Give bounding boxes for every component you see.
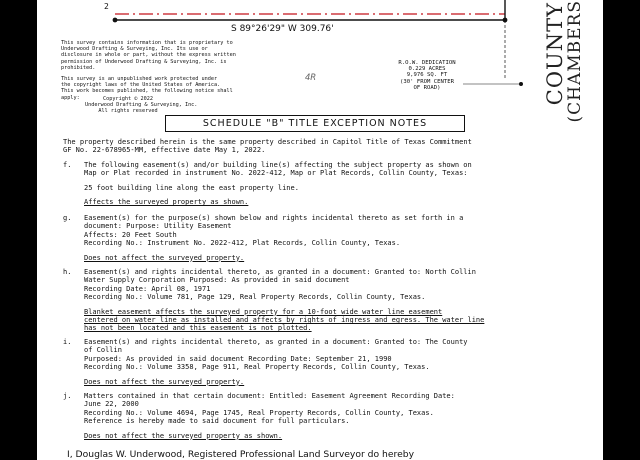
copyright-line: Underwood Drafting & Surveying, Inc. xyxy=(85,102,198,109)
corner-label: 2 xyxy=(104,2,109,11)
note-line: disclosure in whole or part, without the express written xyxy=(61,52,236,59)
copyright-block xyxy=(85,96,198,115)
item-letter-h: h. xyxy=(63,268,72,276)
item-line: Easement(s) and rights incidental thereto, as granted in a document: Granted to: North Collin xyxy=(84,268,476,276)
item-letter-j: j. xyxy=(63,392,72,400)
item-status: Affects the surveyed property as shown. xyxy=(84,198,249,207)
note-line: This work becomes published, the following notice shall xyxy=(61,88,233,95)
item-line: document: Purpose: Utility Easement xyxy=(84,222,232,231)
row-line-3: 9,976 SQ. FT xyxy=(406,72,448,79)
row-dedication-label xyxy=(385,60,469,91)
item-line: Recording Date: April 08, 1971 xyxy=(84,284,211,293)
row-line-4: (30' FROM CENTER xyxy=(400,78,454,85)
row-line-5: OF ROAD) xyxy=(413,84,441,91)
item-status: has not been located and this easement is not plotted. xyxy=(84,324,312,333)
item-line: The following easement(s) and/or building line(s) affecting the subject property as shown on xyxy=(84,161,472,169)
intro-line: The property described herein is the same property described in Capitol Title of Texas Commitment xyxy=(63,138,472,146)
exception-item-g xyxy=(84,214,463,262)
item-line: Matters contained in that certain document: Entitled: Easement Agreement Recording Date: xyxy=(84,392,455,400)
note-line: the copyright laws of the United States of America. xyxy=(61,82,221,89)
note-line: permission of Underwood Drafting & Surveying, Inc. is xyxy=(61,58,227,65)
item-line: Recording No.: Volume 4694, Page 1745, Real Property Records, Collin County, Texas. xyxy=(84,408,434,417)
item-letter-f: f. xyxy=(63,161,72,169)
county-label: COUNTY xyxy=(543,2,567,106)
note-line: This survey contains information that is proprietary to xyxy=(61,40,233,46)
row-line-2: 0.229 ACRES xyxy=(408,66,446,73)
chambers-label: (CHAMBERS xyxy=(565,0,585,123)
schedule-heading: SCHEDULE "B" TITLE EXCEPTION NOTES xyxy=(202,118,428,129)
intro-line: GF No. 22-678965-MM, effective date May 1, 2022. xyxy=(63,146,266,155)
note-line: Underwood Drafting & Surveying, Inc. Its use or xyxy=(61,46,208,53)
intro-paragraph xyxy=(63,138,472,155)
row-line-1: R.O.W. DEDICATION xyxy=(398,60,456,66)
exception-item-i xyxy=(84,338,468,386)
item-line: Purposed: As provided in said document Recording Date: September 21, 1990 xyxy=(84,354,392,363)
item-status: Does not affect the surveyed property. xyxy=(84,377,245,386)
item-line: Water Supply Corporation Purposed: As provided in said document xyxy=(84,276,350,285)
item-line: Reference is hereby made to said document for full particulars. xyxy=(84,417,350,426)
item-line: 25 foot building line along the east property line. xyxy=(84,183,299,192)
survey-sheet xyxy=(37,0,603,460)
bearing-distance-label: S 89°26'29" W 309.76' xyxy=(231,24,334,34)
corner-monument-right xyxy=(503,18,508,23)
item-status: Does not affect the surveyed property. xyxy=(84,253,245,262)
proprietary-notes xyxy=(61,40,236,101)
scribble-mark: 4R xyxy=(305,73,316,83)
item-line: Affects: 20 Feet South xyxy=(84,230,177,239)
exception-item-j xyxy=(84,392,455,440)
item-status: Blanket easement affects the surveyed property for a 10-foot wide water line easement xyxy=(84,307,443,316)
note-line: apply: xyxy=(61,94,80,101)
exception-item-f xyxy=(84,161,472,207)
item-line: of Collin xyxy=(84,346,122,355)
right-border xyxy=(606,0,640,460)
surveyor-certification: I, Douglas W. Underwood, Registered Professional Land Surveyor do hereby xyxy=(67,449,415,460)
corner-monument-left xyxy=(113,18,118,23)
item-line: Recording No.: Instrument No. 2022-412, Plat Records, Collin County, Texas. xyxy=(84,239,401,248)
item-line: Easement(s) for the purpose(s) shown below and rights incidental thereto as set forth in a xyxy=(84,214,464,222)
item-line: Recording No.: Volume 781, Page 129, Real Property Records, Collin County, Texas. xyxy=(84,293,426,302)
item-status: Does not affect the surveyed property as shown. xyxy=(84,431,283,440)
item-line: Recording No.: Volume 3358, Page 911, Real Property Records, Collin County, Texas. xyxy=(84,363,430,372)
item-letter-g: g. xyxy=(63,214,72,222)
item-line: Map or Plat recorded in instrument No. 2022-412, Map or Plat Records, Collin County, Texas: xyxy=(84,169,468,178)
exception-item-h xyxy=(84,268,484,333)
item-status: centered on water line as installed and affects by rights of ingress and egress. The water line xyxy=(84,316,485,325)
note-line: This survey is an unpublished work protected under xyxy=(61,76,218,83)
schedule-heading-box xyxy=(165,115,465,132)
item-letter-i: i. xyxy=(63,338,72,346)
row-leader-dot xyxy=(519,82,523,86)
item-line: Easement(s) and rights incidental thereto, as granted in a document: Granted to: The County xyxy=(84,338,468,346)
copyright-line: All rights reserved xyxy=(98,108,158,115)
note-line: prohibited. xyxy=(61,64,96,71)
item-line: June 22, 2000 xyxy=(84,400,139,409)
copyright-line: Copyright © 2022 xyxy=(103,96,153,102)
